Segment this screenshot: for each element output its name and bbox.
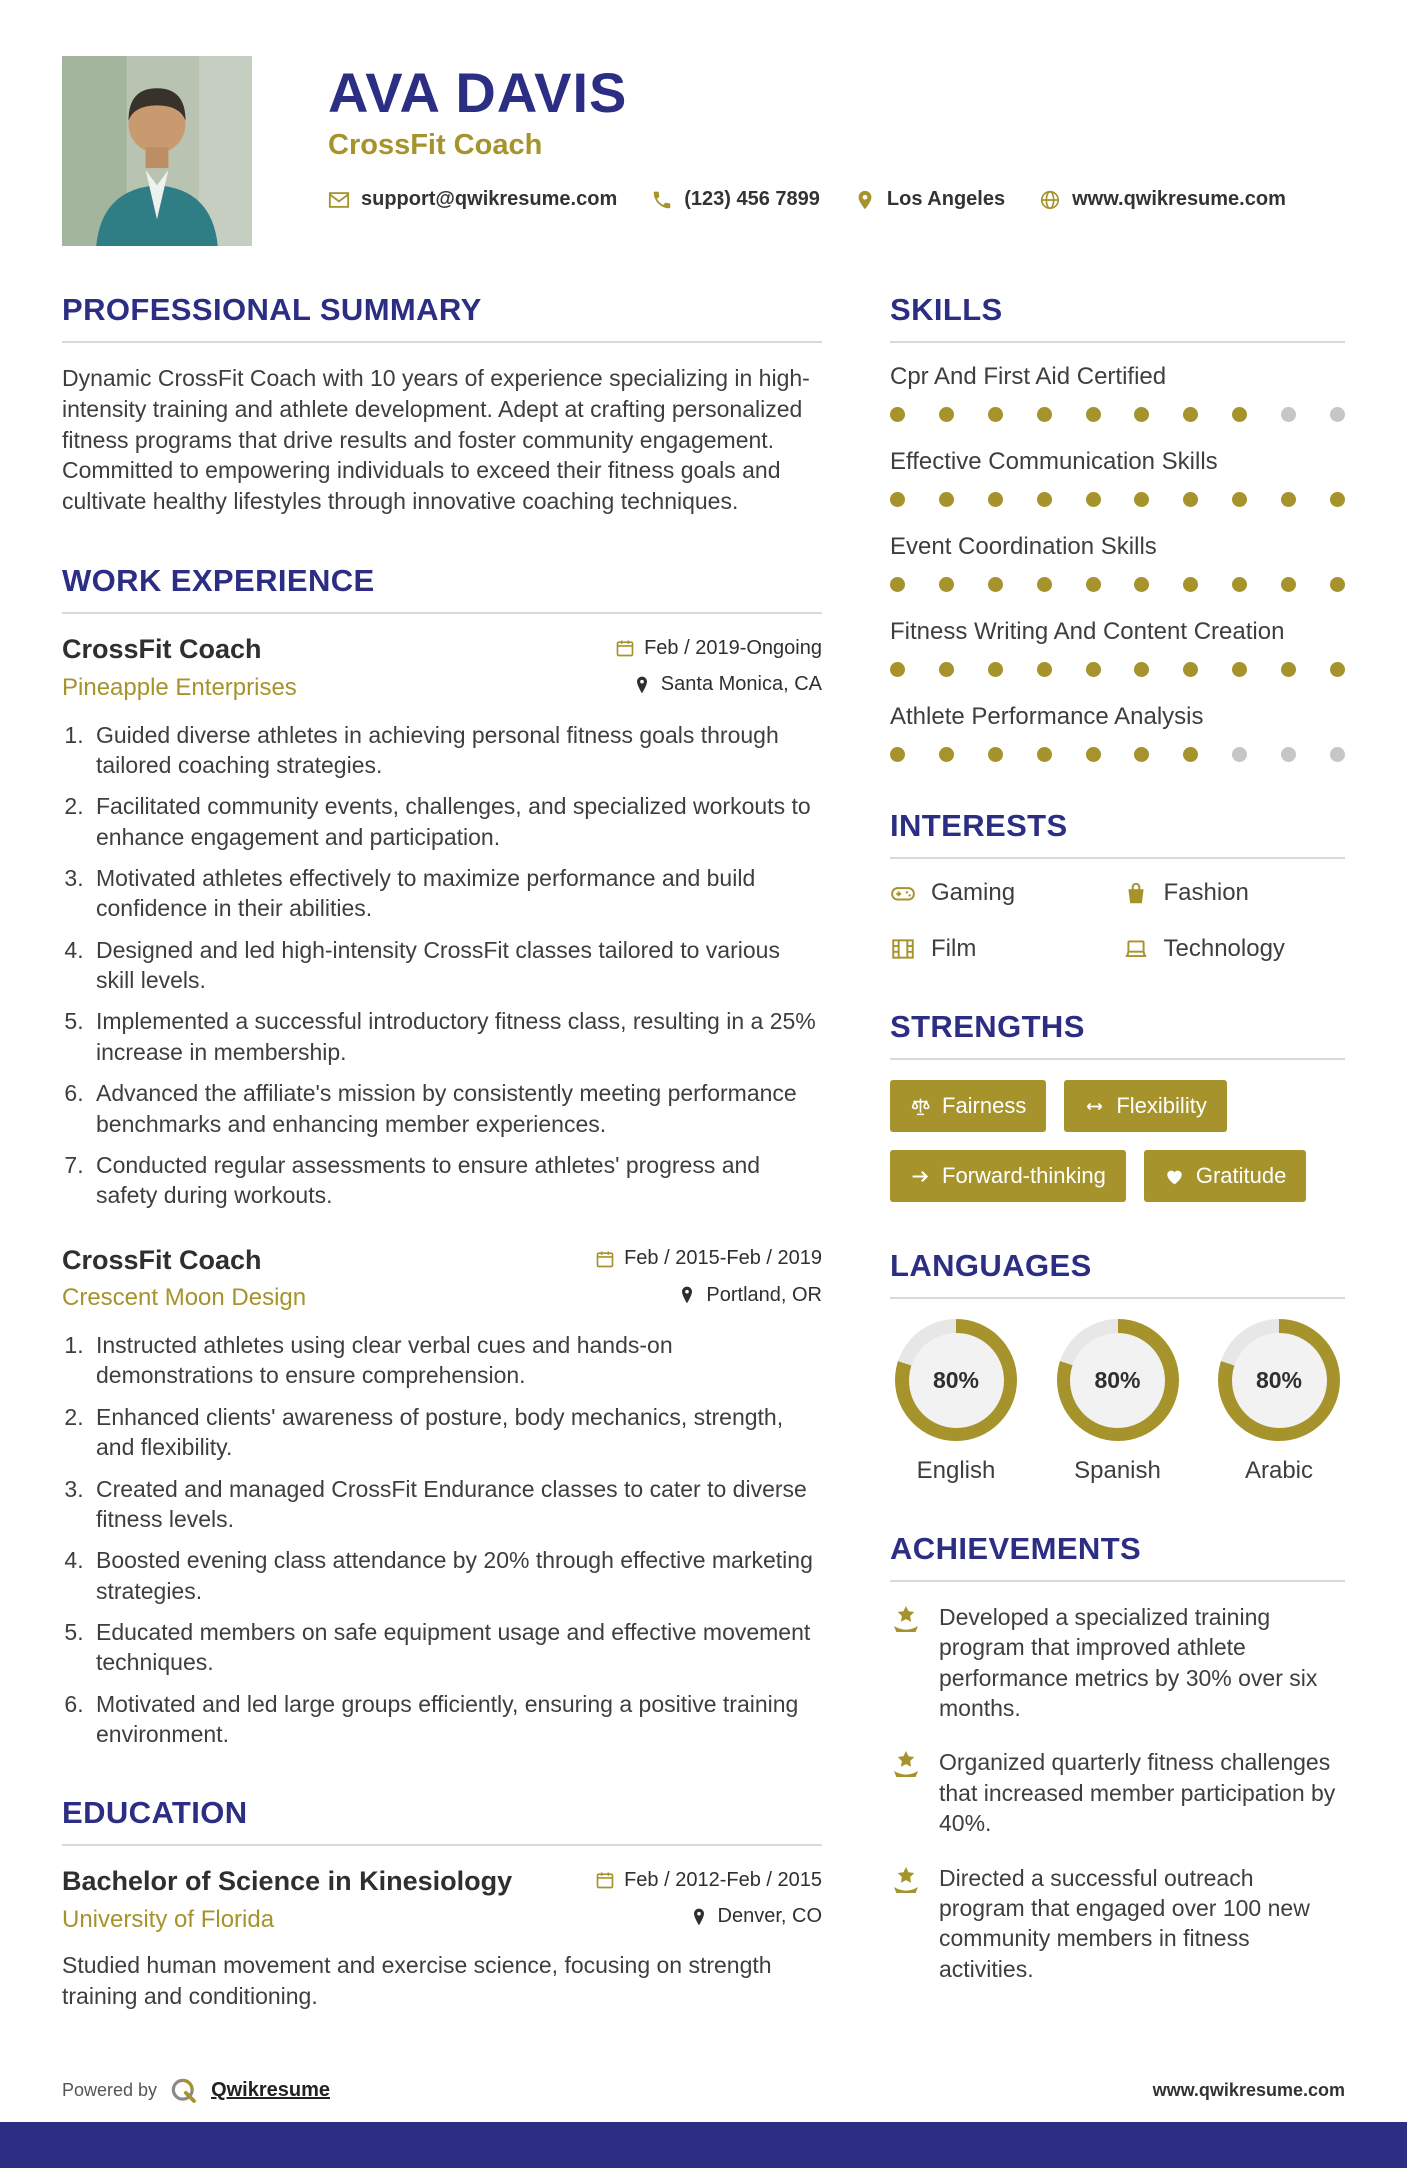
job-location-text: Santa Monica, CA — [660, 673, 822, 696]
languages-heading: LANGUAGES — [890, 1248, 1345, 1299]
skill-dot — [988, 747, 1003, 762]
skill-dot — [1330, 662, 1345, 677]
strengths-list — [890, 1080, 1345, 1202]
pin-icon — [689, 1907, 709, 1927]
hand-star-icon — [890, 1604, 922, 1636]
skill-dot — [1183, 492, 1198, 507]
contact-website[interactable] — [1039, 188, 1286, 211]
qwikresume-brand-link[interactable]: Qwikresume — [211, 2079, 331, 2102]
interests-grid — [890, 879, 1345, 963]
section-strengths — [890, 1009, 1345, 1202]
work-heading: WORK EXPERIENCE — [62, 563, 822, 614]
language-progress-ring — [895, 1319, 1017, 1441]
skill-dot — [939, 407, 954, 422]
language-item — [890, 1319, 1022, 1485]
columns — [62, 292, 1345, 2058]
right-column — [890, 292, 1345, 2058]
skill-dot — [1134, 492, 1149, 507]
qwikresume-logo-icon — [169, 2076, 199, 2106]
job-dates — [615, 637, 822, 660]
pin-icon — [632, 675, 652, 695]
handbag-icon — [1123, 880, 1149, 906]
skill-item — [890, 363, 1345, 422]
summary-heading: PROFESSIONAL SUMMARY — [62, 292, 822, 343]
right-arrow-icon — [910, 1166, 931, 1187]
skill-name: Effective Communication Skills — [890, 448, 1218, 475]
skill-item — [890, 448, 1345, 507]
strength-label: Flexibility — [1116, 1093, 1207, 1118]
left-right-arrow-icon — [1084, 1096, 1105, 1117]
skill-dot — [1232, 577, 1247, 592]
language-percent: 80% — [1255, 1366, 1303, 1393]
footer-website-link[interactable]: www.qwikresume.com — [1152, 2080, 1345, 2101]
skill-dot — [1086, 662, 1101, 677]
skill-dot — [939, 492, 954, 507]
summary-text: Dynamic CrossFit Coach with 10 years of experience specializing in high-intensity training and athlete development. Adept at crafting personalized fitness programs that drive results and foster community engagement. Committed to empowering individuals to exceed their fitness goals and cultivate healthy lifestyles through innovative coaching techniques. — [62, 365, 810, 515]
skill-dot — [890, 407, 905, 422]
job-bullet: 5. Educated members on safe equipment usage and effective movement techniques. — [90, 1617, 822, 1678]
skill-dot — [1134, 407, 1149, 422]
skill-dot — [1330, 407, 1345, 422]
achievement-item — [890, 1747, 1345, 1838]
strength-label: Fairness — [942, 1093, 1027, 1118]
language-percent: 80% — [932, 1366, 980, 1393]
job-bullets — [62, 720, 822, 1211]
education-heading: EDUCATION — [62, 1795, 822, 1846]
calendar-icon — [595, 1870, 615, 1890]
pin-icon — [677, 1285, 697, 1305]
strength-badge — [890, 1150, 1126, 1202]
candidate-name: AVA DAVIS — [328, 61, 628, 124]
skill-dot — [1134, 747, 1149, 762]
skill-dot — [1086, 577, 1101, 592]
skill-dot — [1281, 407, 1296, 422]
interest-item — [890, 935, 1113, 963]
skill-dot — [1134, 662, 1149, 677]
skill-dot — [1183, 747, 1198, 762]
job-bullet: 2. Enhanced clients' awareness of posture, body mechanics, strength, and flexibility. — [90, 1402, 822, 1463]
skill-name: Athlete Performance Analysis — [890, 703, 1204, 730]
contact-phone[interactable] — [651, 188, 820, 211]
skill-dot — [1330, 577, 1345, 592]
heart-icon — [1164, 1166, 1185, 1187]
language-item — [1052, 1319, 1184, 1485]
job-bullet: 3. Motivated athletes effectively to maximize performance and build confidence in their abilities. — [90, 863, 822, 924]
education-dates-text: Feb / 2012-Feb / 2015 — [624, 1868, 822, 1891]
section-work — [62, 563, 822, 1749]
interest-item — [1123, 935, 1346, 963]
skill-dot — [1086, 407, 1101, 422]
interests-heading: INTERESTS — [890, 808, 1345, 859]
job-company: Crescent Moon Design — [62, 1284, 307, 1312]
skill-dot — [1330, 747, 1345, 762]
job-bullets — [62, 1330, 822, 1749]
skill-dot — [1037, 662, 1052, 677]
job-dates — [595, 1247, 822, 1270]
skill-dot — [890, 747, 905, 762]
globe-icon — [1039, 189, 1061, 211]
location-pin-icon — [854, 189, 876, 211]
skill-dot — [1330, 492, 1345, 507]
skill-dot — [988, 577, 1003, 592]
powered-by — [62, 2076, 330, 2106]
left-column — [62, 292, 822, 2058]
skill-dot — [1037, 407, 1052, 422]
job-bullet: 3. Created and managed CrossFit Endurance classes to cater to diverse fitness levels. — [90, 1474, 822, 1535]
strength-label: Gratitude — [1195, 1163, 1287, 1188]
skill-dot — [1037, 747, 1052, 762]
skill-dot — [1281, 577, 1296, 592]
job-bullet: 7. Conducted regular assessments to ensure athletes' progress and safety during workouts. — [90, 1150, 822, 1211]
interest-item — [890, 879, 1113, 907]
skill-dot — [1183, 407, 1198, 422]
language-item — [1213, 1319, 1345, 1485]
language-name: English — [916, 1457, 996, 1484]
footer — [0, 2058, 1407, 2168]
interest-label: Film — [931, 935, 977, 962]
job-location-text: Portland, OR — [706, 1283, 822, 1306]
header — [62, 56, 1345, 246]
skill-dot — [1183, 577, 1198, 592]
achievement-item — [890, 1863, 1345, 1984]
strengths-heading: STRENGTHS — [890, 1009, 1345, 1060]
skill-dot — [1086, 492, 1101, 507]
language-progress-ring — [1057, 1319, 1179, 1441]
job-title: CrossFit Coach — [62, 1244, 262, 1275]
skill-name: Event Coordination Skills — [890, 533, 1157, 560]
language-percent: 80% — [1094, 1366, 1141, 1393]
interest-label: Technology — [1163, 935, 1285, 962]
film-icon — [890, 936, 916, 962]
achievement-text: Organized quarterly fitness challenges that increased member participation by 40%. — [939, 1749, 1336, 1837]
section-achievements — [890, 1531, 1345, 1984]
skill-dot — [939, 577, 954, 592]
hand-star-icon — [890, 1749, 922, 1781]
skill-dot — [1232, 662, 1247, 677]
skill-item — [890, 533, 1345, 592]
section-interests — [890, 808, 1345, 963]
skill-dot — [939, 662, 954, 677]
profile-photo — [62, 56, 252, 246]
strength-badge — [890, 1080, 1046, 1132]
job-bullet: 4. Boosted evening class attendance by 20% through effective marketing strategies. — [90, 1545, 822, 1606]
job-title: CrossFit Coach — [62, 634, 262, 665]
contact-phone-text: (123) 456 7899 — [684, 188, 820, 210]
contact-row — [328, 188, 1286, 211]
skill-rating — [890, 407, 1345, 422]
contact-location — [854, 188, 1005, 211]
candidate-title: CrossFit Coach — [328, 129, 543, 161]
phone-icon — [651, 189, 673, 211]
skill-dot — [1232, 747, 1247, 762]
job-bullet: 1. Instructed athletes using clear verbal cues and hands-on demonstrations to ensure comprehension. — [90, 1330, 822, 1391]
skill-dot — [890, 492, 905, 507]
job-bullet: 1. Guided diverse athletes in achieving personal fitness goals through tailored coaching strategies. — [90, 720, 822, 781]
education-location-text: Denver, CO — [717, 1905, 822, 1928]
skill-dot — [988, 492, 1003, 507]
skill-item — [890, 703, 1345, 762]
skill-dot — [1086, 747, 1101, 762]
footer-bar — [0, 2122, 1407, 2168]
section-languages — [890, 1248, 1345, 1485]
contact-location-text: Los Angeles — [886, 188, 1006, 210]
job-dates-text: Feb / 2015-Feb / 2019 — [624, 1247, 822, 1270]
strength-badge — [1064, 1080, 1226, 1132]
gamepad-icon — [890, 880, 916, 906]
powered-by-text: Powered by — [62, 2080, 158, 2101]
job-bullet: 6. Motivated and led large groups efficiently, ensuring a positive training environment. — [90, 1689, 822, 1750]
email-icon — [328, 189, 350, 211]
section-skills — [890, 292, 1345, 762]
section-summary — [62, 292, 822, 517]
skill-dot — [1232, 407, 1247, 422]
section-education — [62, 1795, 822, 2011]
skill-name: Fitness Writing And Content Creation — [890, 618, 1285, 645]
strength-badge — [1144, 1150, 1307, 1202]
interest-label: Gaming — [931, 879, 1016, 906]
skill-dot — [1281, 747, 1296, 762]
skill-rating — [890, 662, 1345, 677]
skill-dot — [988, 662, 1003, 677]
languages-list — [890, 1319, 1345, 1485]
skill-dot — [1134, 577, 1149, 592]
achievement-item — [890, 1602, 1345, 1723]
laptop-icon — [1123, 936, 1149, 962]
job-company: Pineapple Enterprises — [62, 673, 297, 701]
skill-item — [890, 618, 1345, 677]
contact-email-text: support@qwikresume.com — [361, 188, 618, 210]
strength-label: Forward-thinking — [942, 1163, 1106, 1188]
skill-dot — [890, 662, 905, 677]
interest-label: Fashion — [1163, 879, 1249, 906]
job-bullet: 2. Facilitated community events, challenges, and specialized workouts to enhance engagement and participation. — [90, 791, 822, 852]
skills-heading: SKILLS — [890, 292, 1345, 343]
school-name: University of Florida — [62, 1905, 275, 1933]
education-dates — [595, 1869, 822, 1892]
calendar-icon — [595, 1249, 615, 1269]
job-bullet: 6. Advanced the affiliate's mission by consistently meeting performance benchmarks and enhancing member experiences. — [90, 1078, 822, 1139]
language-name: Spanish — [1074, 1457, 1161, 1484]
skill-dot — [1281, 492, 1296, 507]
degree-title: Bachelor of Science in Kinesiology — [62, 1866, 513, 1897]
achievement-text: Directed a successful outreach program that engaged over 100 new community members in fitness activities. — [939, 1864, 1310, 1982]
skill-dot — [1037, 492, 1052, 507]
skill-dot — [1037, 577, 1052, 592]
skill-rating — [890, 492, 1345, 507]
education-location — [689, 1905, 822, 1928]
job-bullet: 5. Implemented a successful introductory fitness class, resulting in a 25% increase in membership. — [90, 1006, 822, 1067]
interest-item — [1123, 879, 1346, 907]
skill-rating — [890, 577, 1345, 592]
skill-dot — [890, 577, 905, 592]
contact-email[interactable] — [328, 188, 617, 211]
job-entry — [62, 634, 822, 1211]
skill-dot — [1183, 662, 1198, 677]
calendar-icon — [615, 638, 635, 658]
job-entry — [62, 1245, 822, 1750]
skill-rating — [890, 747, 1345, 762]
skill-dot — [988, 407, 1003, 422]
achievement-text: Developed a specialized training program that improved athlete performance metrics by 30% over six months. — [939, 1604, 1318, 1722]
header-info — [328, 56, 1286, 211]
skill-name: Cpr And First Aid Certified — [890, 363, 1167, 390]
job-bullet: 4. Designed and led high-intensity CrossFit classes tailored to various skill levels. — [90, 935, 822, 996]
skill-dot — [1232, 492, 1247, 507]
contact-website-text: www.qwikresume.com — [1072, 188, 1286, 210]
job-dates-text: Feb / 2019-Ongoing — [644, 636, 822, 659]
job-location — [677, 1284, 822, 1307]
skill-dot — [1281, 662, 1296, 677]
hand-star-icon — [890, 1865, 922, 1897]
language-name: Arabic — [1244, 1457, 1314, 1484]
job-location — [632, 673, 822, 696]
skill-dot — [939, 747, 954, 762]
scales-icon — [910, 1096, 931, 1117]
language-progress-ring — [1218, 1319, 1340, 1441]
education-description: Studied human movement and exercise science, focusing on strength training and conditioning. — [62, 1951, 772, 2009]
achievements-heading: ACHIEVEMENTS — [890, 1531, 1345, 1582]
